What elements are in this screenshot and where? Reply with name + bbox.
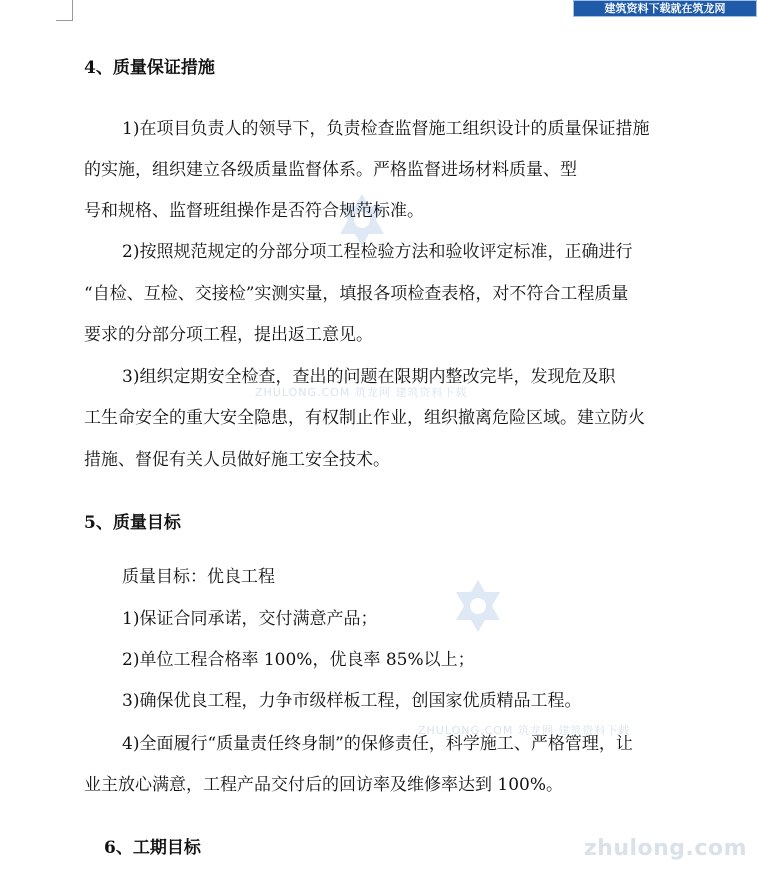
watermark-banner: 建筑资料下载就在筑龙网 [573, 0, 757, 17]
watermark-site: zhulong.com [583, 836, 747, 861]
section-6-heading: 6、工期目标 [104, 838, 201, 858]
paragraph-line: 2)按照规范规定的分部分项工程检验方法和验收评定标准，正确进行 [122, 242, 633, 262]
paragraph-line: 措施、督促有关人员做好施工安全技术。 [84, 450, 390, 470]
watermark-faint-text: ZHULONG.COM 筑龙网 建筑资料下载 [255, 386, 468, 399]
section-5-heading: 5、质量目标 [84, 513, 181, 533]
paragraph-line: 要求的分部分项工程，提出返工意见。 [84, 325, 373, 345]
paragraph-line: 工生命安全的重大安全隐患，有权制止作业，组织撤离危险区域。建立防火 [84, 408, 645, 428]
paragraph-line: 号和规格、监督班组操作是否符合规范标准。 [84, 201, 424, 221]
paragraph-line: 1)保证合同承诺，交付满意产品； [122, 609, 378, 629]
paragraph-line: 2)单位工程合格率 100%，优良率 85%以上； [122, 650, 475, 670]
paragraph-line: 的实施，组织建立各级质量监督体系。严格监督进场材料质量、型 [84, 160, 577, 180]
paragraph-line: 3)组织定期安全检查，查出的问题在限期内整改完毕，发现危及职 [122, 367, 616, 387]
section-4-heading: 4、质量保证措施 [84, 58, 215, 78]
paragraph-line: 业主放心满意，工程产品交付后的回访率及维修率达到 100%。 [84, 775, 564, 795]
paragraph-line: “自检、互检、交接检”实测实量，填报各项检查表格，对不符合工程质量 [84, 284, 629, 304]
crop-mark-vertical [72, 0, 73, 20]
paragraph-line: 4)全面履行“质量责任终身制”的保修责任，科学施工、严格管理，让 [122, 734, 633, 754]
paragraph-line: 3)确保优良工程，力争市级样板工程，创国家优质精品工程。 [122, 691, 582, 711]
watermark-logo-icon [450, 578, 506, 634]
watermark-faint-text: ZHULONG.COM 筑龙网 建筑资料下载 [418, 724, 631, 737]
paragraph-line: 质量目标：优良工程 [122, 567, 275, 587]
crop-mark-horizontal [56, 20, 73, 21]
paragraph-line: 1)在项目负责人的领导下，负责检查监督施工组织设计的质量保证措施 [122, 119, 650, 139]
